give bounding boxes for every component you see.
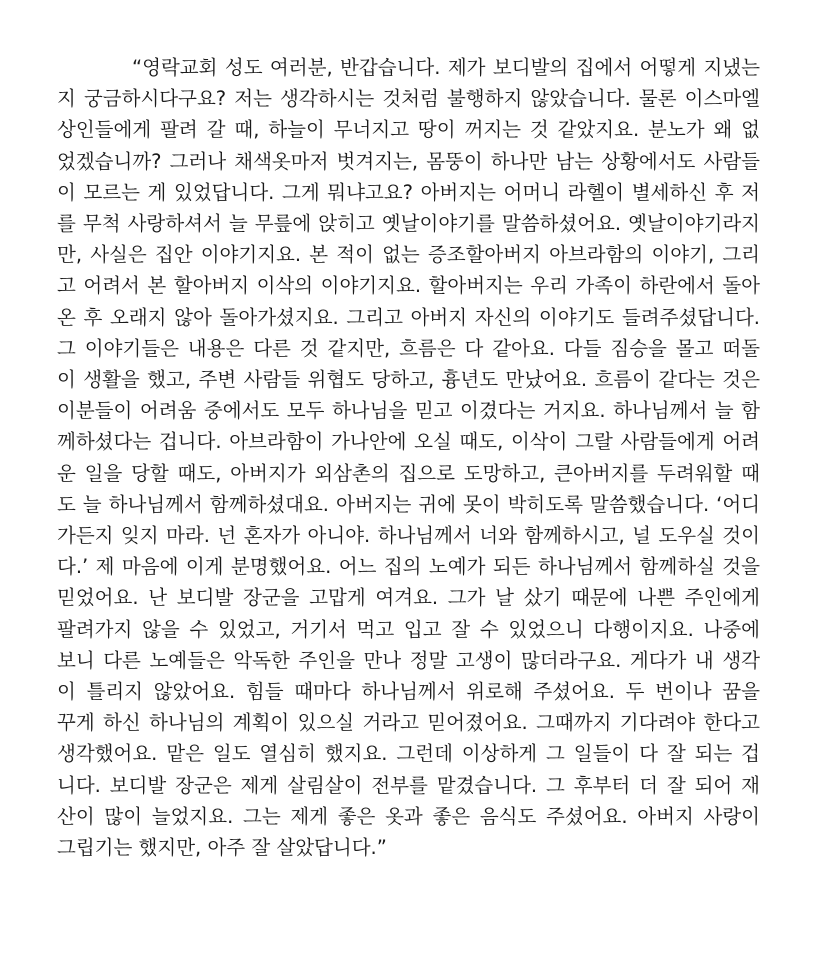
text-line: 보니 다른 노예들은 악독한 주인을 만나 정말 고생이 많더라구요. 게다가 내 생각	[57, 648, 760, 672]
text-line: 이분들이 어려움 중에서도 모두 하나님을 믿고 이겼다는 거지요. 하나님께서 늘 함	[57, 399, 760, 423]
text-line: 산이 많이 늘었지요. 그는 제게 좋은 옷과 좋은 음식도 주셨어요. 아버지 사랑이	[57, 804, 760, 828]
text-line: 생각했어요. 맡은 일도 열심히 했지요. 그런데 이상하게 그 일들이 다 잘 되는 겁	[57, 742, 760, 766]
text-line: 그 이야기들은 내용은 다른 것 같지만, 흐름은 다 같아요. 다들 짐승을 몰고 떠돌	[57, 336, 760, 360]
text-line: 이 생활을 했고, 주변 사람들 위협도 당하고, 흉년도 만났어요. 흐름이 같다는 것은	[57, 368, 760, 391]
text-line: 온 후 오래지 않아 돌아가셨지요. 그리고 아버지 자신의 이야기도 들려주셨답니다.	[57, 305, 760, 329]
text-line: 이 모르는 게 있었답니다. 그게 뭐냐고요? 아버지는 어머니 라헬이 별세하신 후 저	[57, 180, 760, 204]
text-line: 고 어려서 본 할아버지 이삭의 이야기지요. 할아버지는 우리 가족이 하란에서 돌아	[57, 274, 760, 298]
text-line: 께하셨다는 겁니다. 아브라함이 가나안에 오실 때도, 이삭이 그랄 사람들에게 어려	[57, 430, 760, 454]
text-line: 니다. 보디발 장군은 제게 살림살이 전부를 맡겼습니다. 그 후부터 더 잘 되어 재	[57, 773, 760, 797]
text-line: 지 궁금하시다구요? 저는 생각하시는 것처럼 불행하지 않았습니다. 물론 이스마엘	[57, 87, 760, 111]
text-line: “영락교회 성도 여러분, 반갑습니다. 제가 보디발의 집에서 어떻게 지냈는	[132, 56, 760, 79]
text-line: 를 무척 사랑하셔서 늘 무릎에 앉히고 옛날이야기를 말씀하셨어요. 옛날이야기라지	[57, 212, 760, 235]
text-line: 믿었어요. 난 보디발 장군을 고맙게 여겨요. 그가 날 샀기 때문에 나쁜 주인에게	[57, 586, 760, 610]
text-line: 도 늘 하나님께서 함께하셨대요. 아버지는 귀에 못이 박히도록 말씀했습니다. ‘어디	[57, 492, 760, 516]
text-line: 이 틀리지 않았어요. 힘들 때마다 하나님께서 위로해 주셨어요. 두 번이나 꿈을	[57, 680, 760, 703]
text-line: 운 일을 당할 때도, 아버지가 외삼촌의 집으로 도망하고, 큰아버지를 두려워할 때	[57, 461, 760, 485]
text-line: 상인들에게 팔려 갈 때, 하늘이 무너지고 땅이 꺼지는 것 같았지요. 분노가 왜 없	[57, 118, 760, 142]
text-line: 꾸게 하신 하나님의 계획이 있으실 거라고 믿어졌어요. 그때까지 기다려야 한다고	[57, 711, 760, 735]
text-line: 가든지 잊지 마라. 넌 혼자가 아니야. 하나님께서 너와 함께하시고, 널 도우실 것이	[57, 524, 760, 547]
text-line: 었겠습니까? 그러나 채색옷마저 벗겨지는, 몸뚱이 하나만 남는 상황에서도 사람들	[57, 149, 760, 173]
text-line: 다.’ 제 마음에 이게 분명했어요. 어느 집의 노예가 되든 하나님께서 함께하실 것을	[57, 555, 760, 579]
text-line: 팔려가지 않을 수 있었고, 거기서 먹고 입고 잘 수 있었으니 다행이지요. 나중에	[57, 617, 760, 641]
text-line: 만, 사실은 집안 이야기지요. 본 적이 없는 증조할아버지 아브라함의 이야기, 그리	[57, 243, 760, 267]
text-line: 그립기는 했지만, 아주 잘 살았답니다.”	[57, 836, 387, 859]
